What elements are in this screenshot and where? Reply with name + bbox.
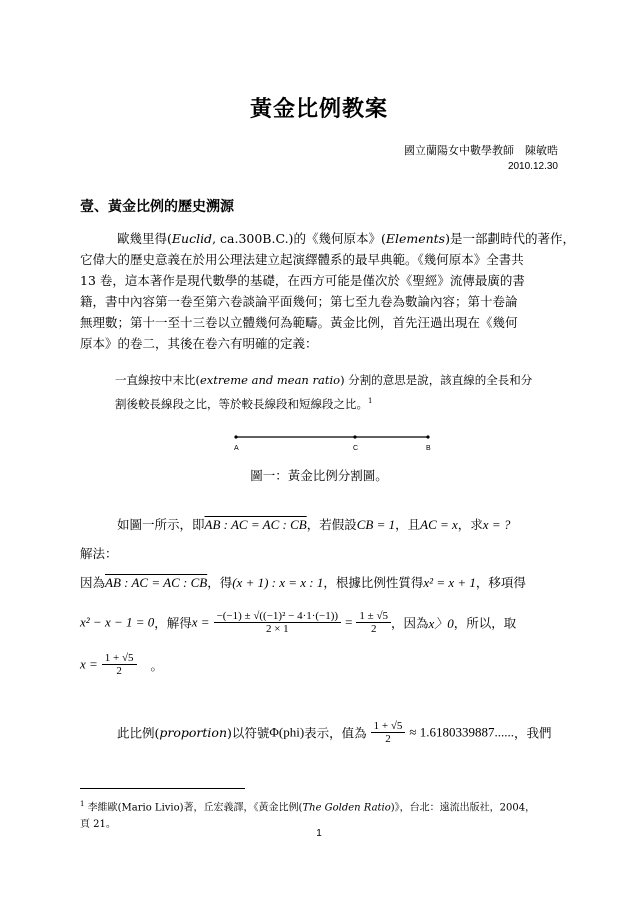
- label-a: A: [234, 445, 239, 452]
- page-number: 1: [316, 828, 322, 839]
- date-line: 2010.12.30: [507, 161, 558, 172]
- solution-label: 解法：: [80, 546, 118, 561]
- quote-line-1: 一直線按中末比(extreme and mean ratio) 分割的意思是說，該直線的全長和分: [115, 373, 533, 387]
- problem-statement: 如圖一所示，即AB : AC = AC : CB，若假設CB = 1，且AC = x，求x = ?: [117, 517, 511, 532]
- golden-root: $\frac{1 + √5}{2}$: [102, 652, 137, 677]
- intro-line-2: 它偉大的歷史意義在於用公理法建立起演繹體系的最早典範。《幾何原本》全書共: [80, 252, 524, 267]
- intro-line-3: 13 卷，這本著作是現代數學的基礎，在西方可能是僅次於《聖經》流傳最廣的書: [80, 273, 525, 288]
- intro-line-5: 無理數；第十一至十三卷以立體幾何為範疇。黃金比例，首先汪過出現在《幾何: [80, 315, 518, 330]
- footnote-line-2: 頁 21。: [80, 819, 116, 831]
- intro-line-1: 歐幾里得(Euclid, ca.300B.C.)的《幾何原本》(Elements)是一部劃時代的著作，: [117, 231, 575, 246]
- page-title: 黃金比例教案: [249, 97, 388, 122]
- footnote-line-1: $^1$ 李維歐(Mario Livio)著，丘宏義譯，《黃金比例(The Golden Ratio)》，台北：遠流出版社，2004，: [80, 800, 536, 814]
- quadratic-formula: $\frac{\text{−(−1) ± √((−1)² − 4·1·(−1))}}{2 \times 1}$: [214, 610, 342, 635]
- simplified-roots: $\frac{1 \pm √5}{2}$: [356, 610, 391, 635]
- label-b: B: [426, 445, 431, 452]
- quote-line-2: 割後較長線段之比，等於較長線段和短線段之比。$^1$: [115, 396, 373, 411]
- footnote-divider: [80, 788, 245, 789]
- intro-paragraph: [80, 228, 575, 354]
- solution-step-1: 因為AB : AC = AC : CB，得(x + 1) : x = x : 1，根據比例性質得x² = x + 1，移項得: [80, 575, 526, 590]
- intro-line-6: 原本》的卷二，其後在卷六有明確的定義：: [80, 336, 318, 351]
- point-a: [234, 435, 237, 438]
- section-heading: 壹、黃金比例的歷史溯源: [80, 199, 234, 215]
- footnote-ref: 1: [368, 397, 373, 405]
- golden-section-figure: [228, 432, 438, 454]
- solution-step-2: x² − x − 1 = 0，解得x = $\frac{\text{−(−1) ± √((−1)² − 4·1·(−1))}}{2 \times 1}$ = $\frac{1 \pm √5}{2}$ ，因為x〉0，所以，取: [80, 610, 517, 635]
- label-c: C: [353, 445, 359, 452]
- phi-definition: 此比例(proportion)以符號Φ(phi)表示，值為 $\frac{1 + √5}{2}$ ≈ 1.6180339887......，我們: [117, 720, 552, 745]
- intro-line-4: 籍，書中內容第一卷至第六卷談論平面幾何；第七至九卷為數論內容；第十卷論: [80, 294, 518, 309]
- point-c: [353, 435, 356, 438]
- figure-caption: 圖一：黃金比例分割圖。: [250, 468, 388, 483]
- definition-quote: [115, 370, 545, 415]
- phi-fraction: $\frac{1 + √5}{2}$: [371, 720, 406, 745]
- point-b: [426, 435, 429, 438]
- author-line: 國立蘭陽女中數學教師 陳敏晧: [404, 144, 558, 157]
- solution-step-3: x = $\frac{1 + √5}{2}$ 。: [80, 652, 164, 677]
